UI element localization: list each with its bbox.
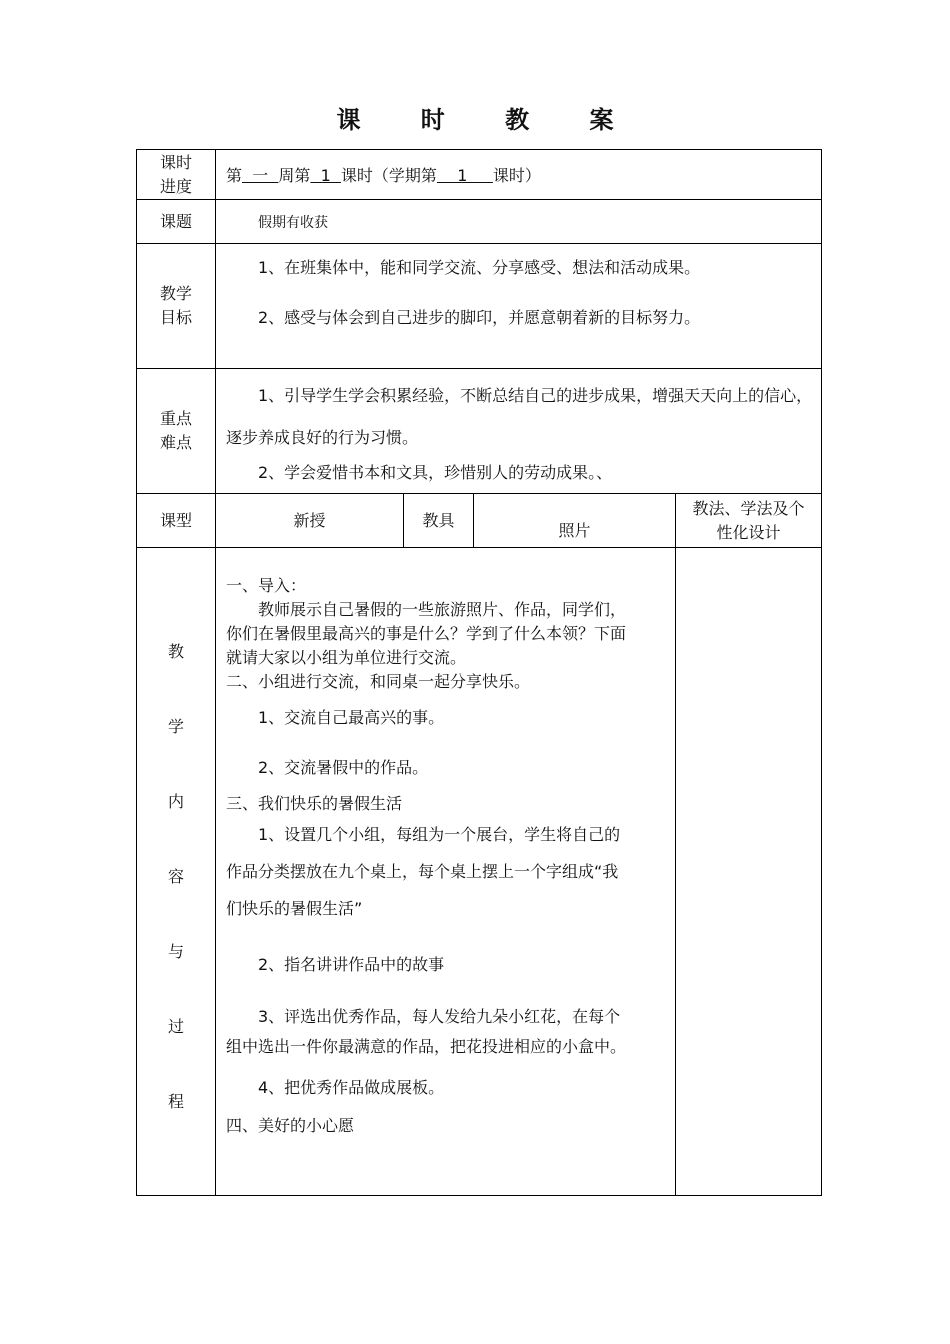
section-text: 教师展示自己暑假的一些旅游照片、作品，同学们，你们在暑假里最高兴的事是什么？学到了什么本领？下面就请大家以小组为单位进行交流。 bbox=[226, 600, 627, 667]
term-lesson-number: 1 bbox=[436, 166, 493, 185]
row-progress bbox=[137, 150, 822, 200]
goal-item: 1、在班集体中，能和同学交流、分享感受、想法和活动成果。 bbox=[258, 258, 701, 277]
goals-value bbox=[216, 244, 822, 369]
key-point-item: 1、引导学生学会积累经验，不断总结自己的进步成果，增强天天向上的信心，逐步养成良好的行为习惯。 bbox=[226, 386, 813, 447]
topic-label: 课题 bbox=[137, 200, 216, 244]
section-title: 四、美好的小心愿 bbox=[226, 1116, 355, 1135]
row-lesson-type bbox=[137, 494, 822, 548]
row-topic bbox=[137, 200, 822, 244]
section-title: 二、小组进行交流，和同桌一起分享快乐。 bbox=[226, 672, 531, 691]
row-content bbox=[137, 548, 822, 1196]
progress-label: 课时 进度 bbox=[137, 150, 216, 200]
list-item: 1、交流自己最高兴的事。 bbox=[258, 708, 445, 727]
week-number: 一 bbox=[242, 166, 279, 185]
key-point-item: 2、学会爱惜书本和文具，珍惜别人的劳动成果。、 bbox=[258, 463, 613, 482]
lesson-type-label: 课型 bbox=[137, 494, 216, 548]
section-title: 一、导入： bbox=[226, 576, 307, 595]
content-label: 教 学 内 容 与 过 程 bbox=[137, 548, 216, 1196]
row-goals bbox=[137, 244, 822, 369]
progress-value: 第 一 周第 1 课时（学期第 1 课时） bbox=[216, 150, 822, 200]
goal-item: 2、感受与体会到自己进步的脚印，并愿意朝着新的目标努力。 bbox=[258, 308, 701, 327]
method-header: 教法、学法及个性化设计 bbox=[676, 494, 822, 548]
list-item: 1、设置几个小组，每组为一个展台，学生将自己的作品分类摆放在九个桌上，每个桌上摆上一个字组成“我们快乐的暑假生活” bbox=[226, 825, 621, 918]
topic-value: 假期有收获 bbox=[216, 200, 822, 244]
tools-label: 教具 bbox=[404, 494, 474, 548]
goals-label: 教学 目标 bbox=[137, 244, 216, 369]
section-title: 三、我们快乐的暑假生活 bbox=[226, 794, 403, 813]
page-title: 课 时 教 案 bbox=[336, 106, 640, 134]
key-points-label: 重点 难点 bbox=[137, 369, 216, 494]
lesson-type-value: 新授 bbox=[216, 494, 404, 548]
row-key-points bbox=[137, 369, 822, 494]
list-item: 2、指名讲讲作品中的故事 bbox=[258, 955, 445, 974]
list-item: 2、交流暑假中的作品。 bbox=[258, 758, 429, 777]
lesson-plan-table bbox=[136, 149, 822, 1196]
key-points-value bbox=[216, 369, 822, 494]
tools-value: 照片 bbox=[474, 494, 676, 548]
list-item: 4、把优秀作品做成展板。 bbox=[258, 1078, 445, 1097]
list-item: 3、评选出优秀作品，每人发给九朵小红花，在每个组中选出一件你最满意的作品，把花投进相应的小盒中。 bbox=[226, 1007, 627, 1056]
method-notes bbox=[676, 548, 822, 1196]
lesson-number: 1 bbox=[310, 166, 341, 185]
content-body bbox=[216, 548, 676, 1196]
